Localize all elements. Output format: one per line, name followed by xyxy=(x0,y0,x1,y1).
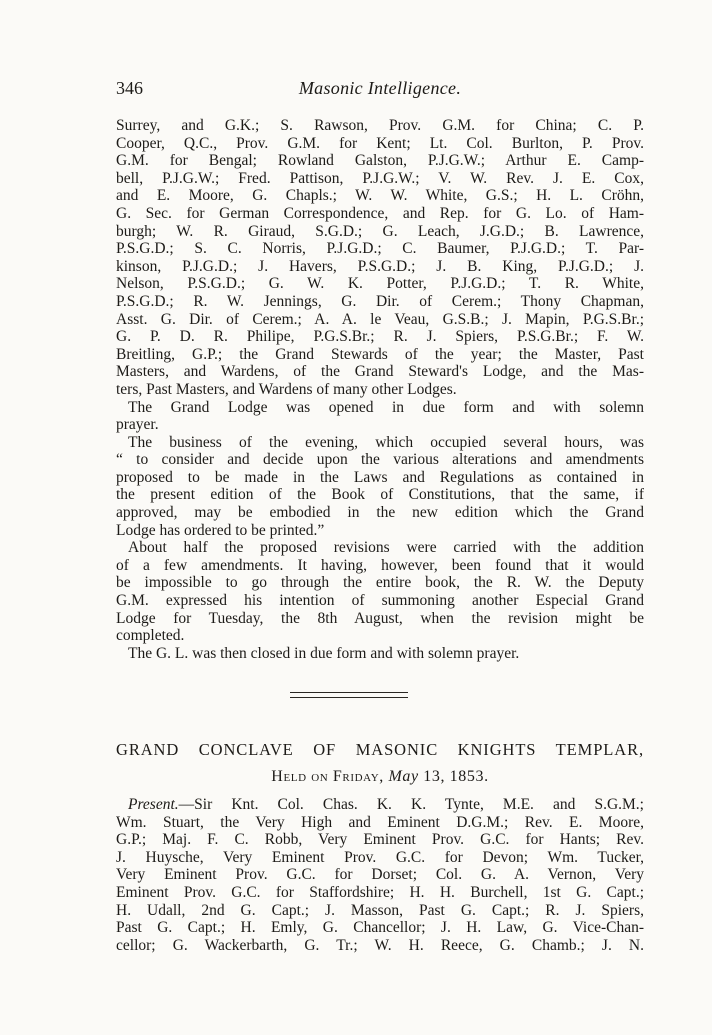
text-line: Eminent Prov. G.C. for Staffordshire; H. H. Burchell, 1st G. Capt.; xyxy=(116,883,644,901)
text-line: G.P.; Maj. F. C. Robb, Very Eminent Prov. G.C. for Hants; Rev. xyxy=(116,831,644,849)
text-line: the present edition of the Book of Constitutions, that the same, if xyxy=(116,486,644,504)
text-line: P.S.G.D.; S. C. Norris, P.J.G.D.; C. Baumer, P.J.G.D.; T. Par- xyxy=(116,240,644,258)
section-subheading xyxy=(116,768,644,786)
text-line: H. Udall, 2nd G. Capt.; J. Masson, Past G. Capt.; R. J. Spiers, xyxy=(116,901,644,919)
text-line: prayer. xyxy=(116,416,159,434)
opening-paragraph xyxy=(116,399,644,434)
text-line: Wm. Stuart, the Very High and Eminent D.G.M.; Rev. E. Moore, xyxy=(116,813,644,831)
text-line: Cooper, Q.C., Prov. G.M. for Kent; Lt. Col. Burlton, P. Prov. xyxy=(116,134,644,152)
text-line: be impossible to go through the entire book, the R. W. the Deputy xyxy=(116,574,644,592)
page-header xyxy=(116,78,644,104)
text-line: P.S.G.D.; R. W. Jennings, G. Dir. of Cerem.; Thony Chapman, xyxy=(116,292,644,310)
text-line: J. Huysche, Very Eminent Prov. G.C. for Devon; Wm. Tucker, xyxy=(116,848,644,866)
running-title: Masonic Intelligence. xyxy=(298,78,462,98)
text-line: G. Sec. for German Correspondence, and Rep. for G. Lo. of Ham- xyxy=(116,204,644,222)
present-text: —Sir Knt. Col. Chas. K. K. Tynte, M.E. and S.G.M.; xyxy=(178,796,644,813)
text-line: Very Eminent Prov. G.C. for Dorset; Col. G. A. Vernon, Very xyxy=(116,866,644,884)
business-paragraph xyxy=(116,434,644,540)
text-line: About half the proposed revisions were carried with the addition xyxy=(128,539,644,557)
text-line: Breitling, G.P.; the Grand Stewards of the year; the Master, Past xyxy=(116,345,644,363)
grand-lodge-report xyxy=(116,117,644,662)
subheading-date: 13, 1853. xyxy=(418,768,489,785)
present-label: Present. xyxy=(128,796,179,813)
text-line: bell, P.J.G.W.; Fred. Pattison, P.J.G.W.; V. W. Rev. J. E. Cox, xyxy=(116,169,644,187)
text-line: G.M. expressed his intention of summoning another Especial Grand xyxy=(116,592,644,610)
text-line: The Grand Lodge was opened in due form and with solemn xyxy=(128,398,644,416)
subheading-month: May xyxy=(388,768,419,785)
subheading-prefix: Held on Friday, xyxy=(271,768,384,785)
closing-paragraph xyxy=(116,645,644,663)
text-line: cellor; G. Wackerbarth, G. Tr.; W. H. Reece, G. Chamb.; J. N. xyxy=(116,936,644,954)
text-line: of a few amendments. It having, however, been found that it would xyxy=(116,556,644,574)
text-line: and E. Moore, G. Chapls.; W. W. White, G.S.; H. L. Cröhn, xyxy=(116,187,644,205)
text-line: approved, may be embodied in the new edition which the Grand xyxy=(116,504,644,522)
text-line: “ to consider and decide upon the various alterations and amendments xyxy=(116,451,644,469)
text-line: G.M. for Bengal; Rowland Galston, P.J.G.W.; Arthur E. Camp- xyxy=(116,152,644,170)
section-heading: GRAND CONCLAVE OF MASONIC KNIGHTS TEMPLAR, xyxy=(116,740,644,759)
text-line: kinson, P.J.G.D.; J. Havers, P.S.G.D.; J. B. King, P.J.G.D.; J. xyxy=(116,257,644,275)
text-line: The business of the evening, which occupied several hours, was xyxy=(128,433,644,451)
text-line: Surrey, and G.K.; S. Rawson, Prov. G.M. for China; C. P. xyxy=(116,117,644,134)
text-line: Lodge has ordered to be printed.” xyxy=(116,521,325,539)
section-divider xyxy=(290,692,408,698)
text-line: burgh; W. R. Giraud, S.G.D.; G. Leach, J.G.D.; B. Lawrence, xyxy=(116,222,644,240)
text-line: The G. L. was then closed in due form and with solemn prayer. xyxy=(128,644,520,662)
text-line: Past G. Capt.; H. Emly, G. Chancellor; J. H. Law, G. Vice-Chan- xyxy=(116,919,644,937)
text-line xyxy=(116,796,644,814)
text-line: Asst. G. Dir. of Cerem.; A. A. le Veau, G.S.B.; J. Mapin, P.G.S.Br.; xyxy=(116,310,644,328)
text-line: Masters, and Wardens, of the Grand Steward's Lodge, and the Mas- xyxy=(116,363,644,381)
text-line: Lodge for Tuesday, the 8th August, when the revision might be xyxy=(116,609,644,627)
text-line: completed. xyxy=(116,627,185,645)
revisions-paragraph xyxy=(116,539,644,645)
text-line: Nelson, P.S.G.D.; G. W. K. Potter, P.J.G.D.; T. R. White, xyxy=(116,275,644,293)
page-number: 346 xyxy=(116,78,143,98)
text-line: ters, Past Masters, and Wardens of many other Lodges. xyxy=(116,380,457,398)
knights-templar-attendance xyxy=(116,796,644,954)
attendance-paragraph xyxy=(116,117,644,399)
text-line: G. P. D. R. Philipe, P.G.S.Br.; R. J. Spiers, P.S.G.Br.; F. W. xyxy=(116,328,644,346)
text-line: proposed to be made in the Laws and Regulations as contained in xyxy=(116,468,644,486)
